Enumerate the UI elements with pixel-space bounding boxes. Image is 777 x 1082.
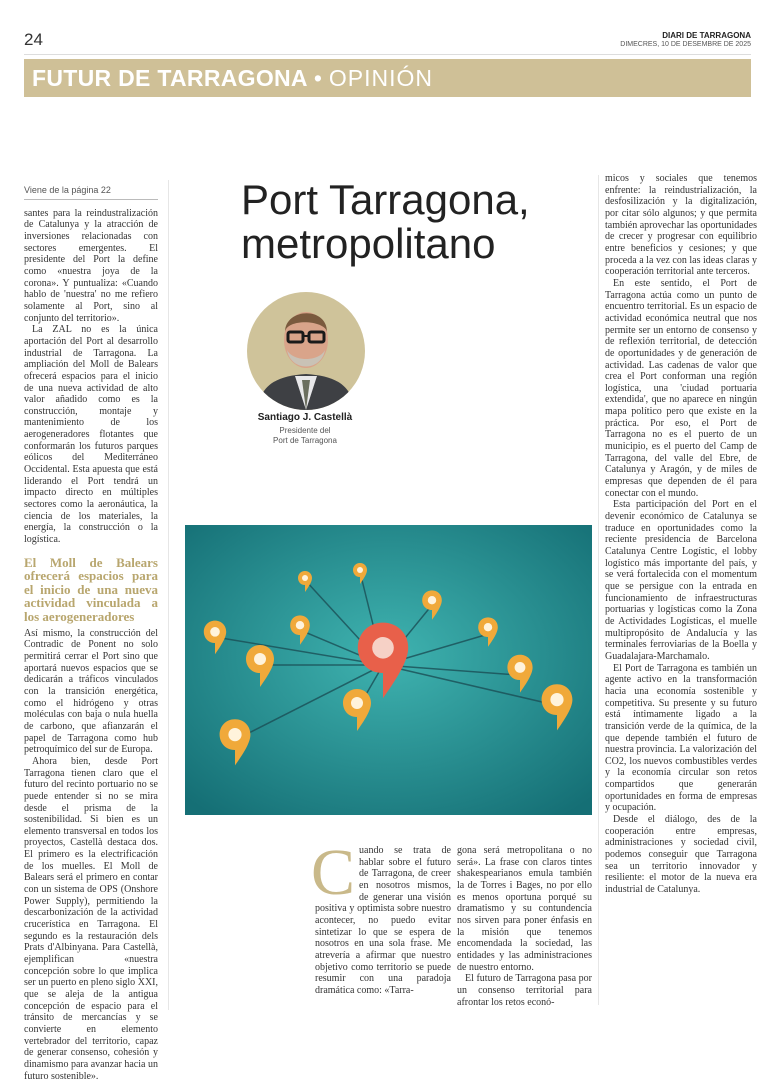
paragraph: gona será metropolitana o no será». La frase con claros tintes shakespearianos emula también la de Torres i Bages, no por ello es menos oportuna porqué su dramatismo y su contundencia nos sirven para poner énfasis en la misión que tenemos encomendada la sociedad, las entidades y las administraciones de nuestro entorno. (457, 845, 592, 973)
paragraph: Ahora bien, desde Port Tarragona tienen claro que el futuro del recinto portuario no se puede entender si no se mira desde el prisma de la sostenibilidad. Si bien es un elemento transversal en todos los proyectos, Castellà destaca dos. El primero es la electrificación de los muelles. El Moll de Balears será el primero en contar con un sistema de OPS (Onshore Power Supply), permitiendo la descarbonización de la actividad crucerística en Tarragona. El segundo es la restauración dels Prats d'Albinyana. Para Castellà, ejemplifican «nuestra concepción sobre lo que implica ser un puerto en pleno siglo XXI, que se aleja de la antigua concepción de espacio para el tránsito de mercancías y se convierte en elemento vertebrador del territorio, capaz de generar consenso, cohesión y dinamismo para avanzar hacia un futuro sostenible». (24, 755, 158, 1082)
author-photo (247, 292, 365, 410)
subheading: El Moll de Balears ofrecerá espacios para el inicio de una nueva actividad vinculada a los aerogeneradores (24, 554, 158, 625)
right-column (605, 173, 757, 896)
drop-cap: C (311, 836, 356, 909)
network-pins-illustration (185, 525, 592, 815)
paragraph: micos y sociales que tenemos enfrente: la reindustrialización, la desfosilización y la digitalización, por citar sólo algunos; y que permita también aprovechar las oportunidades de crecer y progresar con equilibrio entre beneficios y cesiones; y que proceda a la vez con las ideas claras y cooperación territorial ante terceros. (605, 173, 757, 278)
newspaper-name: DIARI DE TARRAGONA (662, 31, 751, 40)
paragraph: santes para la reindustralización de Catalunya y la atracción de inversiones relacionadas con sectores emergentes. El presidente del Port la define como «nuestra joya de la corona». Y puntualiza: «Cuando hablo de 'nuestra' no me refiero solamente al Port, sino al conjunto del territorio». (24, 207, 158, 324)
column-divider (598, 175, 599, 1005)
column-divider (168, 180, 169, 1010)
author-name: Santiago J. Castellà (257, 412, 353, 423)
author-role (200, 426, 410, 445)
center-column-1 (311, 836, 451, 997)
article-title (241, 178, 591, 266)
section-category: OPINIÓN (328, 64, 434, 91)
center-column-2 (457, 845, 592, 1008)
page-number: 24 (24, 30, 43, 49)
paragraph: La ZAL no es la única aportación del Port al desarrollo industrial de Tarragona. La ampliación del Moll de Balears ofrecerá espacios para el inicio de una nueva actividad de alto valor añadido como es la construcción, montaje y mantenimiento de los aerogeneradores flotantes que conformarán los futuros parques eólicos del Mediterráneo Occidental. Esta apuesta que está liderando el Port tendrá un impacto directo en múltiples sectores como la aeronáutica, la ciencia de los materiales, la energía, la construcción o la logística. (24, 324, 158, 546)
section-separator: • (313, 64, 323, 91)
section-title: FUTUR DE TARRAGONA (32, 64, 308, 91)
paragraph: Así mismo, la construcción del Contradic de Ponent no solo permitirá cerrar el Port sino que aportará nuevos espacios que se dedicarán a tráficos vinculados con la transición energética, como el hidrógeno y otras moléculas con baja o nula huella de carbono, que afianzarán el papel de Tarragona como hub petroquímico del sur de Europa. (24, 627, 158, 756)
author-role-line: Presidente del (279, 426, 331, 435)
paragraph: uando se trata de hablar sobre el futuro de Tarragona, de creer en nosotros mismos, de generar una visión positiva y optimista sobre nuestro acontecer, no puedo evitar sintetizar lo que se espera de nosotros en una sola frase. Me atrevería a afirmar que nuestro objetivo como territorio se puede resumir con una paradoja dramática como: «Tarra- (315, 845, 451, 996)
author-role-line: Port de Tarragona (273, 435, 337, 445)
paragraph: Esta participación del Port en el devenir económico de Catalunya se traduce en oportunidades como la reciente presidencia de Barcelona Catalunya Centre Logístic, el lobby logístico más importante del país, y se verá fortalecida con el momentum que se persigue con la entrada en funcionamiento de infraestructuras portuarias y logísticas como la Zona de Actividades Logísticas, el muelle multipropósito de Andalucía y las terminales ferroviarias de la Boella y Guadalajara-Marchamalo. (605, 499, 757, 662)
section-band (24, 59, 751, 97)
continued-from: Viene de la página 22 (24, 185, 158, 200)
paragraph: En este sentido, el Port de Tarragona actúa como un punto de encuentro territorial. Es un espacio de actividad económica neutral que nos permite ser un entorno de consenso y de reflexión territorial, de detección de oportunidades y de generación de actividad. Las cadenas de valor que crea el Port conforman una región logística, una 'ciudad portuaria extendida', que no aparece en ningún mapa político pero que existe en la práctica. Por eso, el Port de Tarragona no es el puerto de un municipio, es el puerto del Camp de Tarragona, del valle del Ebre, de Catalunya y Aragón, y de miles de empresas que dependen de él para conectar con el mundo. (605, 277, 757, 499)
paragraph: El Port de Tarragona es también un agente activo en la transformación hacia una economía sostenible y competitiva. Su presente y su futuro está íntimamente ligado a la transición verde de la química, de la que depende también el futuro de nuestra provincia. La valorización del CO2, los nuevos combustibles verdes y la economía circular son retos compartidos que generarán oportunidades en forma de empresas y ocupación. (605, 662, 757, 814)
issue-date: DIMECRES, 10 DE DESEMBRE DE 2025 (620, 41, 751, 48)
paragraph: El futuro de Tarragona pasa por un consenso territorial para afrontar los retos econó- (457, 973, 592, 1008)
header-divider (24, 54, 751, 55)
title-line: metropolitano (241, 220, 496, 267)
title-line: Port Tarragona, (241, 176, 530, 223)
paragraph: Desde el diálogo, des de la cooperación entre empresas, administraciones y sociedad civil, podemos conseguir que Tarragona sea un territorio innovador y resiliente: el motor de la nueva era industrial de Catalunya. (605, 814, 757, 896)
left-column (24, 185, 158, 1082)
